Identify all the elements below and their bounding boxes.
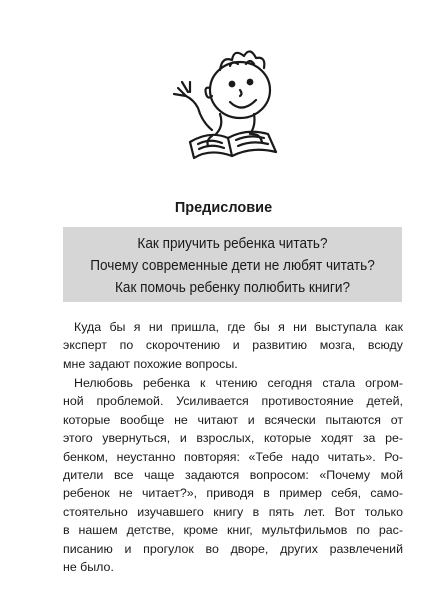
text-line: стоятельно изучавшего книгу в пять лет. Вот только: [63, 504, 403, 519]
text-line: писанию и прогулок во дворе, других развлечений: [63, 541, 403, 556]
text-line: которые вообще не читают и всячески пытаются от: [63, 412, 403, 427]
question-line: Почему современные дети не любят читать?: [90, 258, 375, 274]
book-icon: [190, 132, 276, 158]
text-line: этого увернуться, и взрослых, которые ходят за ре-: [63, 431, 403, 446]
section-heading: Предисловие: [174, 200, 273, 216]
text-line: бенком, неустанно повторяя: «Тебе надо читать». Ро-: [63, 449, 403, 464]
text-line: Нелюбовь ребенка к чтению сегодня стала огром-: [74, 376, 403, 390]
text-line: ребенок не читает?», приводя в пример себя, само-: [63, 486, 403, 501]
text-line: не было.: [63, 560, 114, 575]
text-line: мне задают похожие вопросы.: [63, 356, 238, 371]
child-reading-book-illustration: [150, 30, 300, 170]
question-line: Как помочь ребенку полюбить книги?: [114, 280, 351, 296]
question-line: Как приучить ребенка читать?: [137, 236, 328, 252]
text-line: Куда бы я ни пришла, где бы я ни выступала как: [74, 320, 403, 334]
question-box: [63, 227, 402, 302]
paragraph-2: [63, 374, 403, 576]
text-line: дители все чаще задаются вопросом: «Почему мой: [63, 468, 403, 483]
text-line: ной проблемой. Усиливается противостояние детей,: [63, 394, 403, 409]
text-line: эксперт по скорочтению и развитию мозга, всюду: [63, 338, 403, 353]
text-line: в нашем детстве, кроме книг, мультфильмов по рас-: [63, 523, 403, 538]
paragraph-1: [63, 318, 403, 373]
